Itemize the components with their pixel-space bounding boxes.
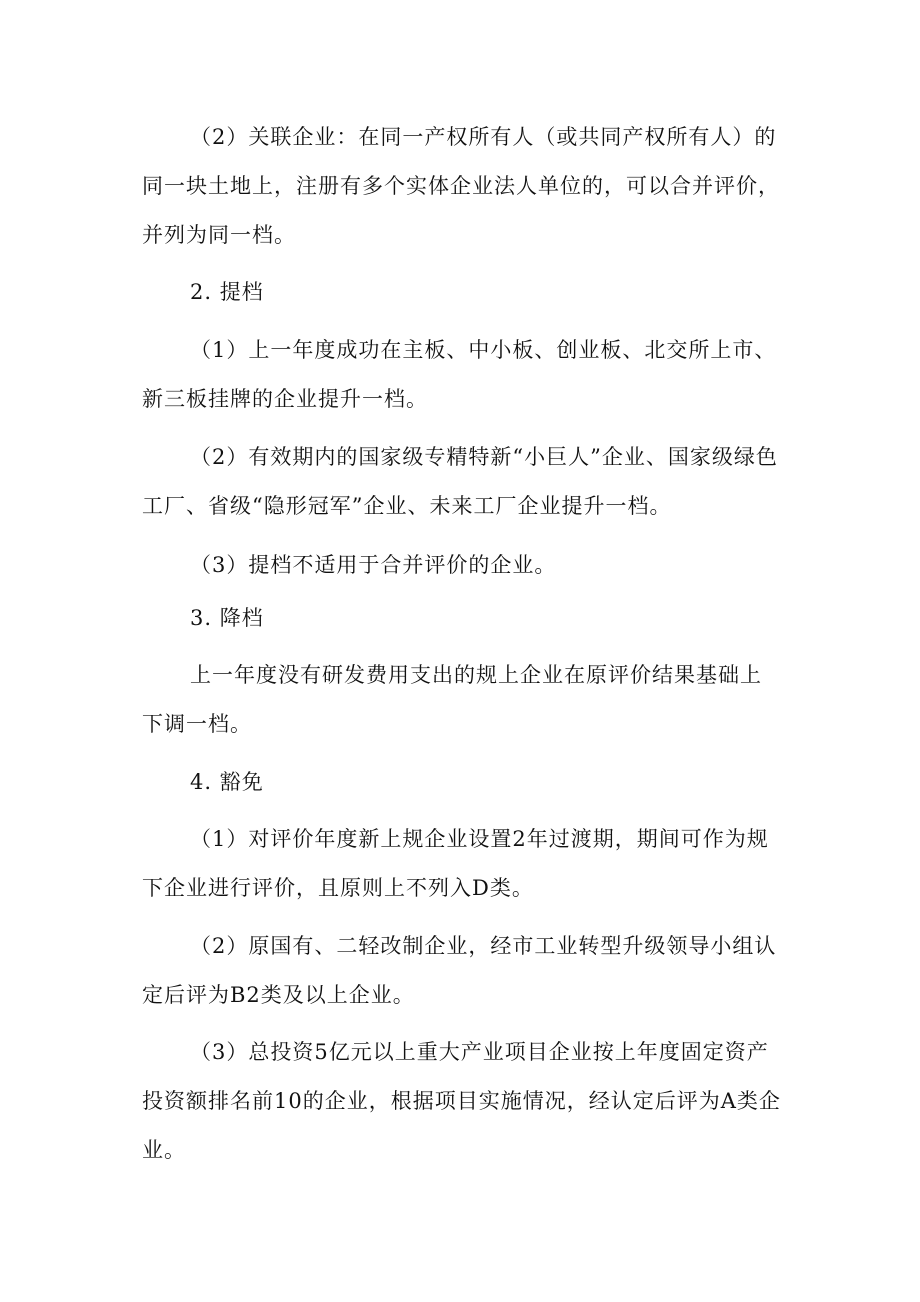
paragraph-upgrade-not-applicable: （3）提档不适用于合并评价的企业。	[190, 553, 557, 577]
heading-exemption: 4. 豁免	[190, 770, 264, 794]
paragraph-exemption-major-projects: （3）总投资5亿元以上重大产业项目企业按上年度固定资产投资额排名前10的企业，根据项目实施情况，经认定后评为A类企业。	[142, 1040, 781, 1162]
heading-upgrade: 2. 提档	[190, 280, 264, 304]
heading-downgrade: 3. 降档	[190, 606, 264, 630]
paragraph-downgrade-rd: 上一年度没有研发费用支出的规上企业在原评价结果基础上下调一档。	[142, 663, 762, 736]
paragraph-upgrade-listing: （1）上一年度成功在主板、中小板、创业板、北交所上市、新三板挂牌的企业提升一档。	[142, 338, 777, 411]
paragraph-exemption-transition: （1）对评价年度新上规企业设置2年过渡期，期间可作为规下企业进行评价，且原则上不列入D类。	[142, 827, 769, 900]
paragraph-exemption-restructured: （2）原国有、二轻改制企业，经市工业转型升级领导小组认定后评为B2类及以上企业。	[142, 934, 777, 1007]
paragraph-related-enterprises: （2）关联企业：在同一产权所有人（或共同产权所有人）的同一块土地上，注册有多个实体企业法人单位的，可以合并评价，并列为同一档。	[142, 125, 780, 247]
paragraph-upgrade-little-giant: （2）有效期内的国家级专精特新“小巨人”企业、国家级绿色工厂、省级“隐形冠军”企业、未来工厂企业提升一档。	[142, 445, 778, 518]
